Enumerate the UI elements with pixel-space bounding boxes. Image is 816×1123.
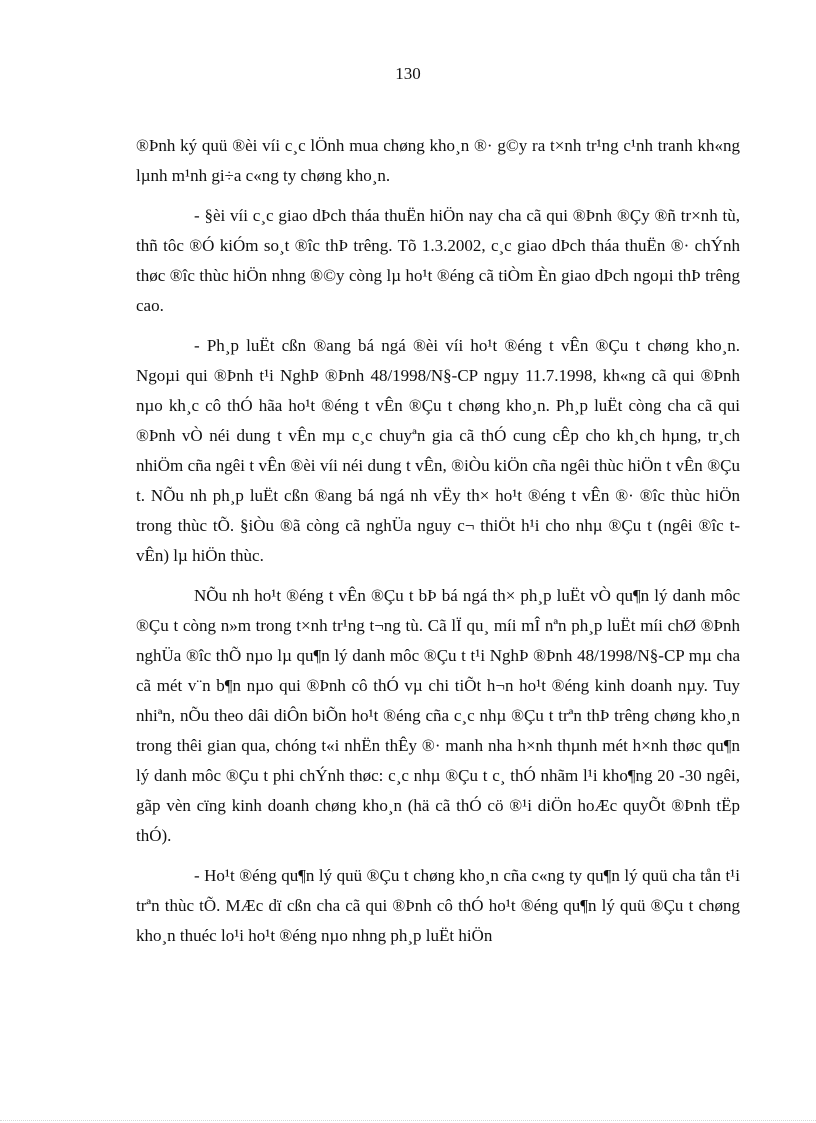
paragraph-investment-advisory: - Ph¸p luËt cßn ®ang bá ngá ®èi víi ho¹t ®éng t vÊn ®Çu t chøng kho¸n. Ngoµi qui ®Þnh t¹i NghÞ ®Þnh 48/1998/N§-CP ngµy 11.7.1998, kh«ng cã qui ®Þnh nµo kh¸c cô thÓ hãa ho¹t ®éng t vÊn ®Çu t chøng kho¸n. Ph¸p luËt còng cha cã qui ®Þnh vÒ néi dung t vÊn mµ c¸c chuyªn gia cã thÓ cung cÊp cho kh¸ch hµng, tr¸ch nhiÖm cña ngêi t vÊn ®èi víi néi dung t vÊn, ®iÒu kiÖn cña ngêi thùc hiÖn t vÊn ®Çu t. NÕu nh ph¸p luËt cßn ®ang bá ngá nh vËy th× ho¹t ®éng t vÊn ®· ®îc thùc hiÖn trong thùc tÕ. §iÒu ®ã còng cã nghÜa nguy c¬ thiÖt h¹i cho nhµ ®Çu t (ngêi ®îc t vÊn) lµ hiÖn thùc. xyxy=(136,336,740,565)
body-text xyxy=(136,131,740,961)
paragraph-continuation: ®Þnh ký quü ®èi víi c¸c lÖnh mua chøng kho¸n ®· g©y ra t×nh tr¹ng c¹nh tranh kh«ng lµnh m¹nh gi÷a c«ng ty chøng kho¸n. xyxy=(136,136,740,185)
paragraph-fund-management: - Ho¹t ®éng qu¶n lý quü ®Çu t chøng kho¸n cña c«ng ty qu¶n lý quü cha tån t¹i trªn thùc tÕ. MÆc dï cßn cha cã qui ®Þnh cô thÓ ho¹t ®éng qu¶n lý quü ®Çu t chøng kho¸n thuéc lo¹i ho¹t ®éng nµo nhng ph¸p luËt hiÖn xyxy=(136,866,740,945)
paragraph-portfolio-management: NÕu nh ho¹t ®éng t vÊn ®Çu t bÞ bá ngá th× ph¸p luËt vÒ qu¶n lý danh môc ®Çu t còng n»m trong t×nh tr¹ng t¬ng tù. Cã lÏ qu¸ míi mÎ nªn ph¸p luËt míi chØ ®Þnh nghÜa ®îc thÕ nµo lµ qu¶n lý danh môc ®Çu t t¹i NghÞ ®Þnh 48/1998/N§-CP mµ cha cã mét v¨n b¶n nµo qui ®Þnh cô thÓ vµ chi tiÕt h¬n ho¹t ®éng kinh doanh nµy. Tuy nhiªn, nÕu theo dâi diÔn biÕn ho¹t ®éng cña c¸c nhµ ®Çu t trªn thÞ trêng chøng kho¸n trong thêi gian qua, chóng t«i nhËn thÊy ®· manh nha h×nh thµnh mét h×nh thøc qu¶n lý danh môc ®Çu t phi chÝnh thøc: c¸c nhµ ®Çu t c¸ thÓ nhãm l¹i kho¶ng 20 -30 ngêi, gãp vèn cïng kinh doanh chøng kho¸n (hä cã thÓ cö ®¹i diÖn hoÆc quyÕt ®Þnh tËp thÓ). xyxy=(136,586,740,845)
paragraph-negotiated-trades: - §èi víi c¸c giao dÞch tháa thuËn hiÖn nay cha cã qui ®Þnh ®Çy ®ñ tr×nh tù, thñ tôc ®Ó kiÓm so¸t ®îc thÞ trêng. Tõ 1.3.2002, c¸c giao dÞch tháa thuËn ®· chÝnh thøc ®îc thùc hiÖn nhng ®©y còng lµ ho¹t ®éng cã tiÒm Èn giao dÞch ngoµi thÞ trêng cao. xyxy=(136,206,740,315)
page-number: 130 xyxy=(395,64,421,83)
page-bottom-edge xyxy=(0,1120,816,1121)
